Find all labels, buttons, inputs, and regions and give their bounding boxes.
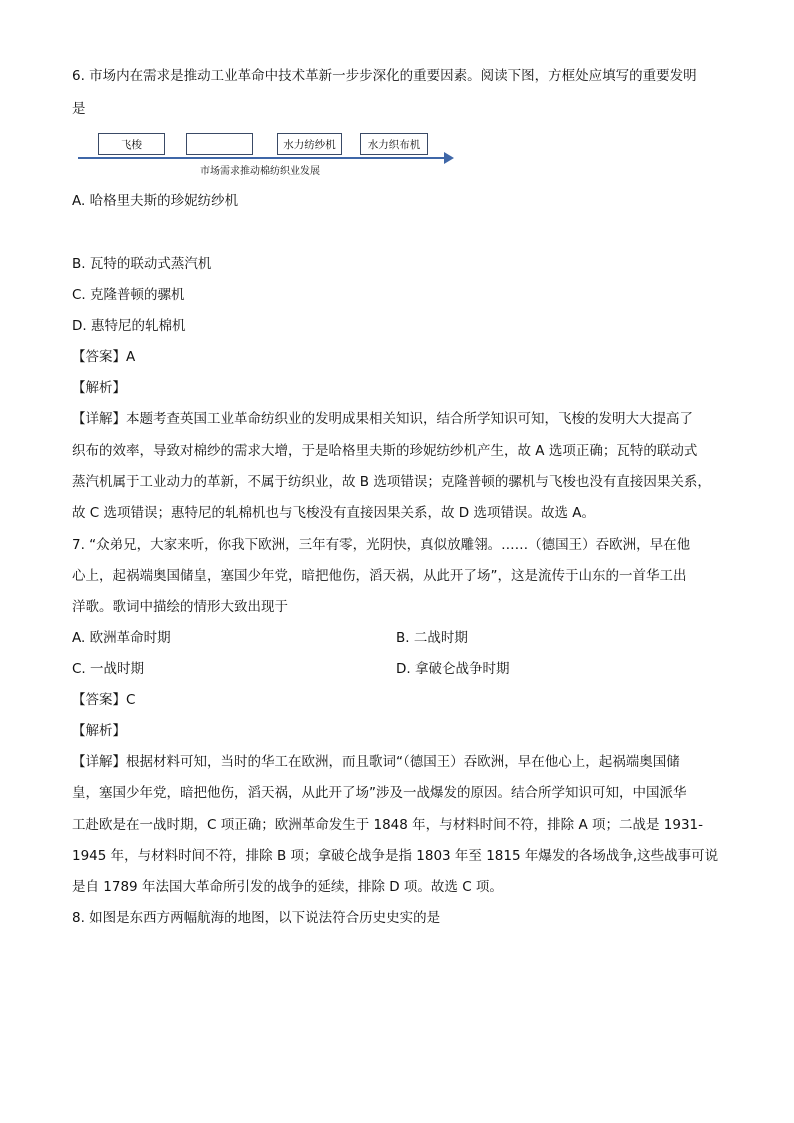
q6-option-d: D. 惠特尼的轧棉机 bbox=[72, 318, 186, 334]
q7-detail-line4: 1945 年，与材料时间不符，排除 B 项；拿破仑战争是指 1803 年至 1815 年爆发的各场战争,这些战事可说 bbox=[72, 848, 719, 864]
q7-analysis-label: 【解析】 bbox=[72, 723, 126, 739]
diagram-box-water-frame: 水力纺纱机 bbox=[277, 133, 342, 155]
q6-stem-line1: 6. 市场内在需求是推动工业革命中技术革新一步步深化的重要因素。阅读下图，方框处应填写的重要发明 bbox=[72, 68, 697, 84]
q7-detail-line5: 是自 1789 年法国大革命所引发的战争的延续，排除 D 项。故选 C 项。 bbox=[72, 879, 503, 895]
diagram-box-blank bbox=[186, 133, 253, 155]
q7-answer: 【答案】C bbox=[72, 692, 136, 708]
q7-option-d: D. 拿破仑战争时期 bbox=[396, 661, 510, 677]
diagram-arrow-head-icon bbox=[444, 152, 454, 164]
q6-option-b: B. 瓦特的联动式蒸汽机 bbox=[72, 256, 212, 272]
q7-detail-line2: 皇，塞国少年党，暗把他伤，滔天祸，从此开了场”涉及一战爆发的原因。结合所学知识可知，中国派华 bbox=[72, 785, 687, 801]
q7-option-c: C. 一战时期 bbox=[72, 661, 145, 677]
q6-stem-line2: 是 bbox=[72, 101, 86, 117]
q7-stem-line3: 洋歌。歌词中描绘的情形大致出现于 bbox=[72, 599, 288, 615]
q7-detail-line1: 【详解】根据材料可知，当时的华工在欧洲，而且歌词“（德国王）吞欧洲，早在他心上，起祸端奥国储 bbox=[72, 754, 680, 770]
q7-stem-line2: 心上，起祸端奥国储皇，塞国少年党，暗把他伤，滔天祸，从此开了场”，这是流传于山东的一首华工出 bbox=[72, 568, 687, 584]
diagram-arrow-line bbox=[78, 157, 446, 159]
q6-detail-line4: 故 C 选项错误；惠特尼的轧棉机也与飞梭没有直接因果关系，故 D 选项错误。故选 A。 bbox=[72, 505, 596, 521]
q6-answer: 【答案】A bbox=[72, 349, 136, 365]
q7-option-b: B. 二战时期 bbox=[396, 630, 468, 646]
q6-detail-line2: 织布的效率，导致对棉纱的需求大增，于是哈格里夫斯的珍妮纺纱机产生，故 A 选项正确；瓦特的联动式 bbox=[72, 443, 698, 459]
q7-detail-line3: 工赴欧是在一战时期，C 项正确；欧洲革命发生于 1848 年，与材料时间不符，排除 A 项；二战是 1931- bbox=[72, 817, 703, 833]
q6-detail-line3: 蒸汽机属于工业动力的革新，不属于纺织业，故 B 选项错误；克隆普顿的骡机与飞梭也没有直接因果关系， bbox=[72, 474, 711, 490]
diagram-box-flying-shuttle: 飞梭 bbox=[98, 133, 165, 155]
diagram-box-power-loom: 水力织布机 bbox=[360, 133, 428, 155]
q7-stem-line1: 7. “众弟兄，大家来听，你我下欧洲，三年有零，光阴快，真似放雕翎。……（德国王）吞欧洲，早在他 bbox=[72, 537, 691, 553]
q6-analysis-label: 【解析】 bbox=[72, 380, 126, 396]
q8-stem: 8. 如图是东西方两幅航海的地图，以下说法符合历史史实的是 bbox=[72, 910, 441, 926]
q7-option-a: A. 欧洲革命时期 bbox=[72, 630, 171, 646]
q6-option-c: C. 克隆普顿的骡机 bbox=[72, 287, 185, 303]
q6-detail-line1: 【详解】本题考查英国工业革命纺织业的发明成果相关知识，结合所学知识可知，飞梭的发明大大提高了 bbox=[72, 411, 693, 427]
q6-option-a: A. 哈格里夫斯的珍妮纺纱机 bbox=[72, 193, 239, 209]
diagram-caption: 市场需求推动棉纺织业发展 bbox=[200, 166, 320, 177]
